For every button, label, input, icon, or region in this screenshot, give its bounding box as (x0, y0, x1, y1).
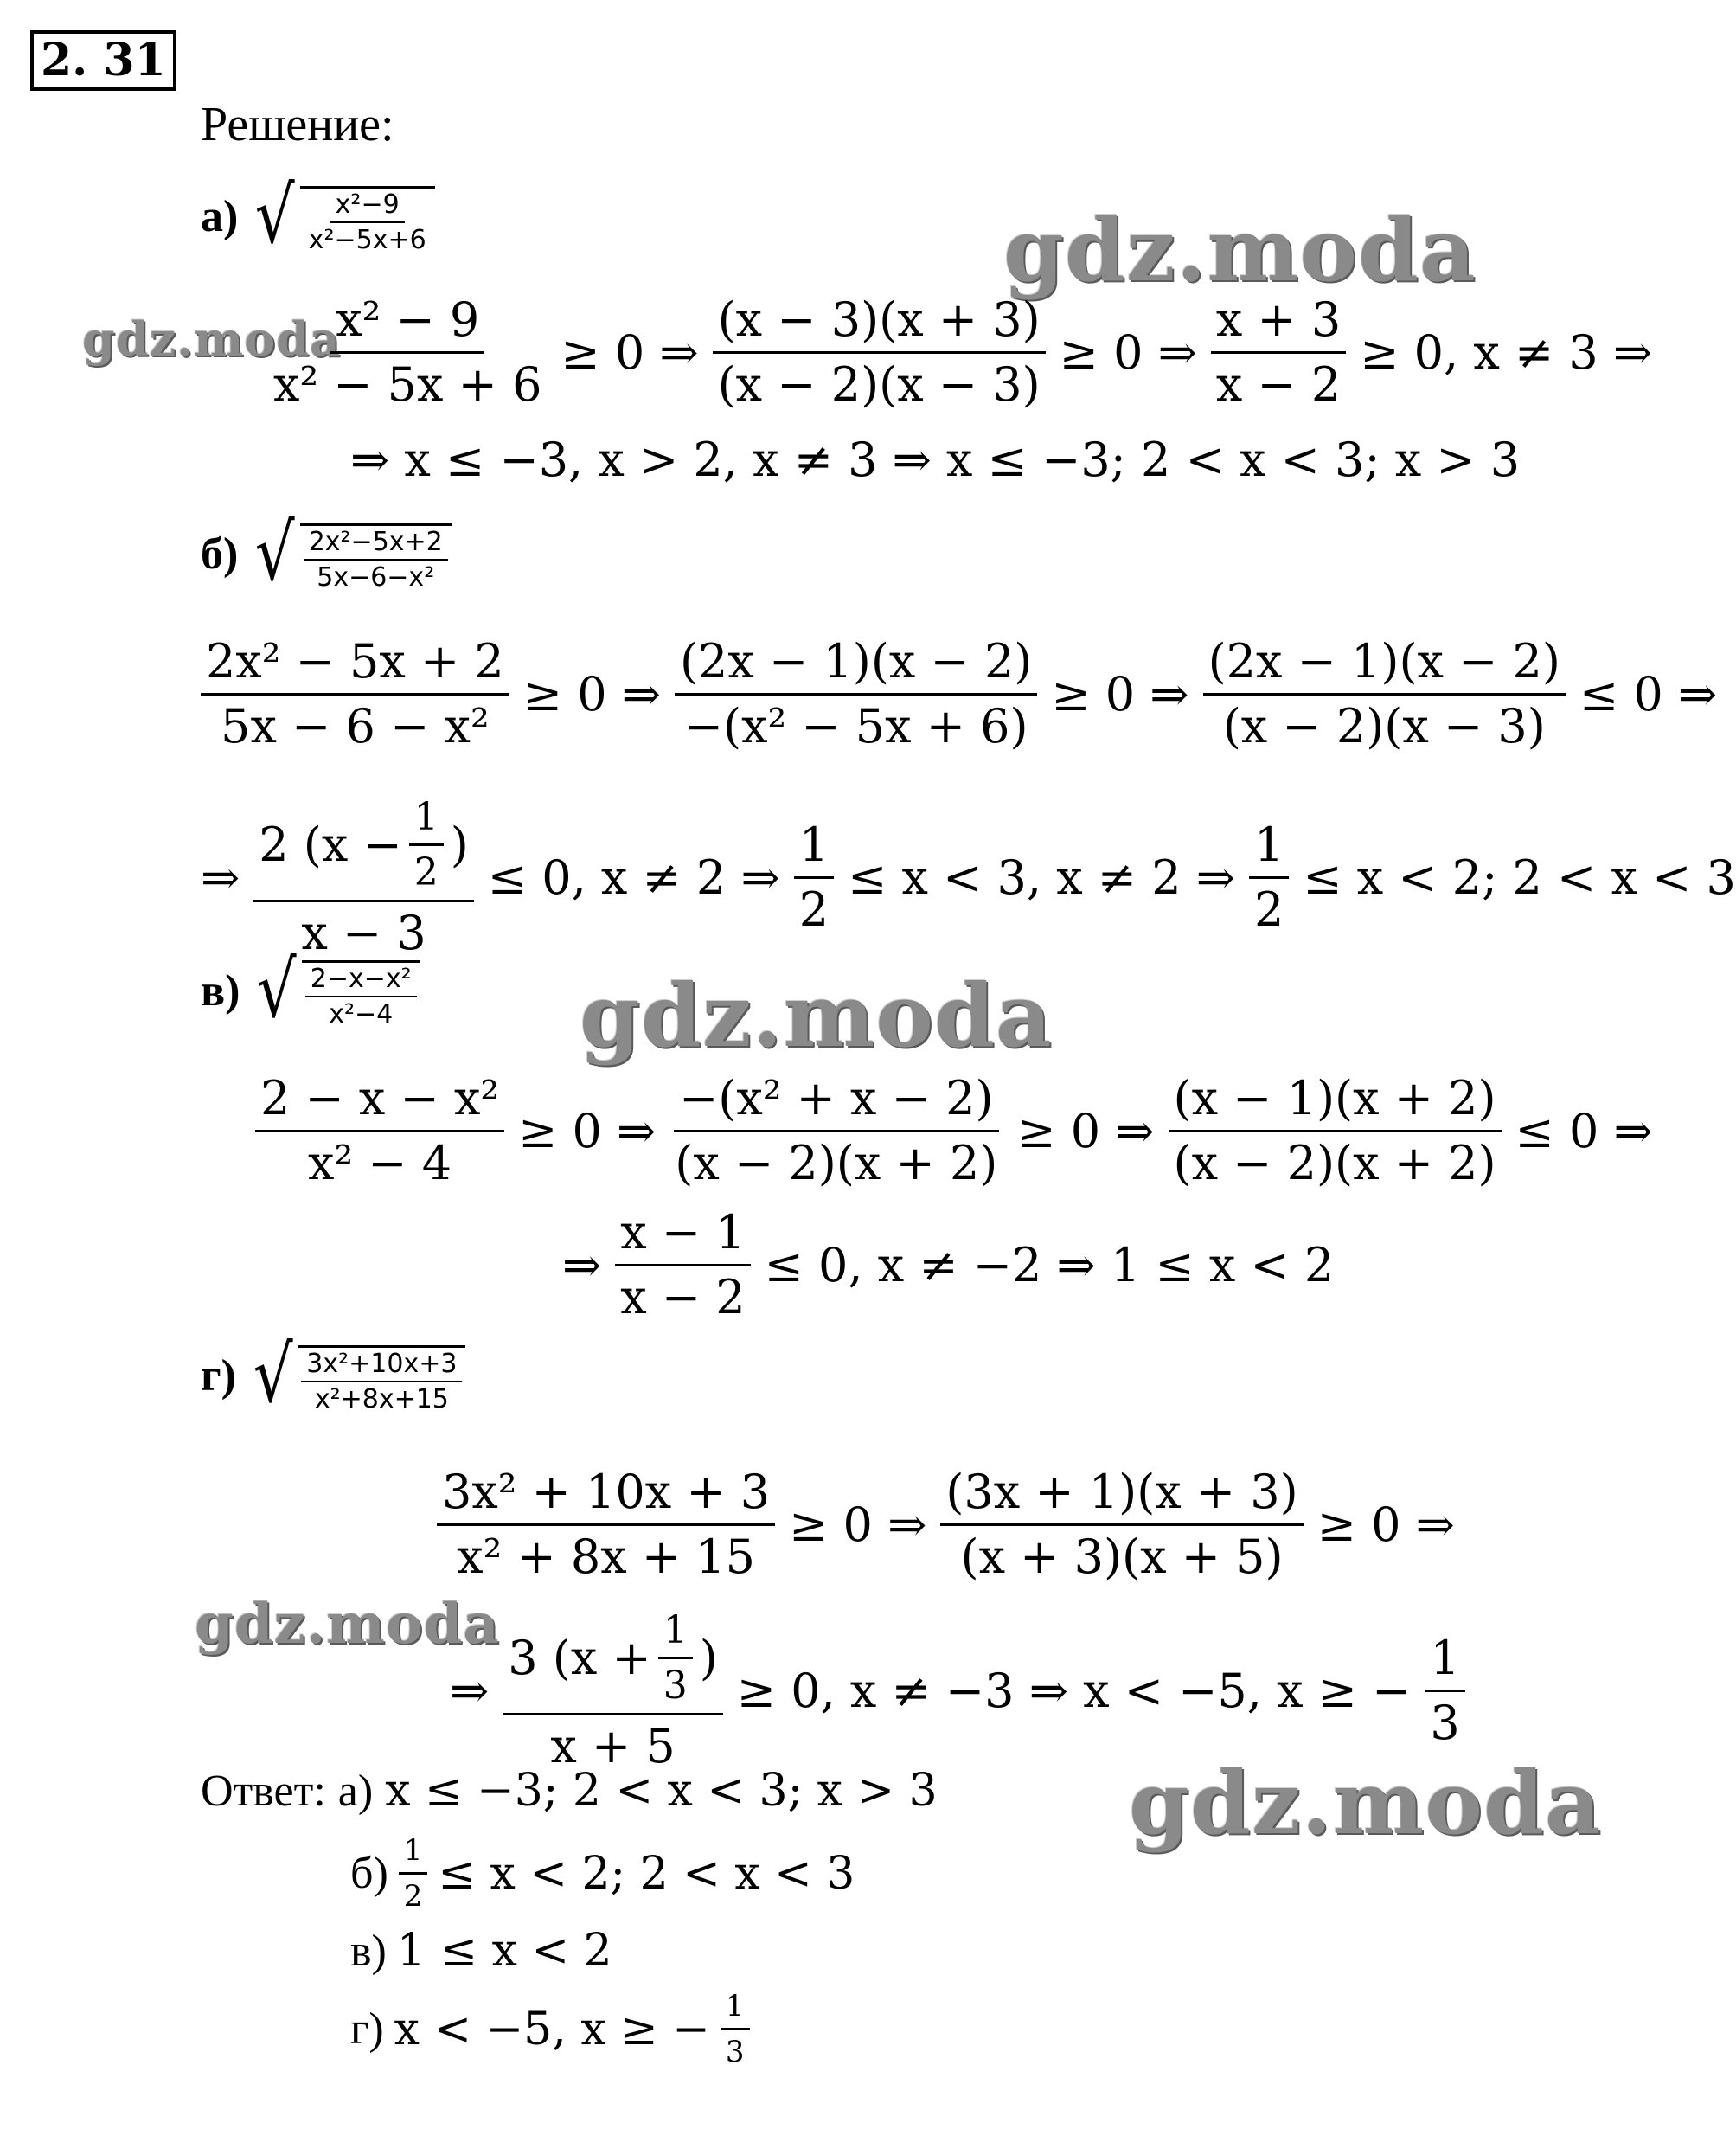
answer-a-row: Ответ: а) x ≤ −3; 2 < x < 3; x > 3 (201, 1765, 938, 1817)
answer-title: Ответ: (201, 1766, 326, 1816)
watermark-logo: gdz.moda (1129, 1752, 1602, 1854)
part-v-header (201, 945, 420, 1036)
part-v-line2: ⇒ $\frac{x - 1}{x - 2}$ ≤ 0, x ≠ −2 ⇒ 1 ≤ x < 2 (562, 1205, 1335, 1325)
part-b-label: б) (201, 529, 239, 579)
watermark-logo: gdz.moda (1003, 199, 1477, 301)
watermark-logo: gdz.moda (580, 965, 1053, 1067)
answer-v-row: в) 1 ≤ x < 2 (350, 1925, 612, 1977)
part-v-line1: $\frac{\text{2 − x − x²}}{\text{x² − 4}}$ ≥ 0 ⇒ $\frac{\text{−(x² + x − 2)}}{(x - 2)(x + 2)}$ ≥ 0 ⇒ $\frac{(x - 1)(x + 2)}{(x - 2)(x + 2)}$ ≤ 0 ⇒ (255, 1073, 1653, 1190)
part-b-header (201, 508, 452, 599)
part-a-line2: ⇒ x ≤ −3, x > 2, x ≠ 3 ⇒ x ≤ −3; 2 < x < 3; x > 3 (350, 433, 1521, 487)
part-g-line2: ⇒ 3 (x + $\frac{1}{3}$ ) x + 5 ≥ 0, x ≠ −3 ⇒ x < −5, x ≥ − $\frac{1}{3}$ (450, 1609, 1465, 1773)
problem-number: 2. 31 (30, 30, 176, 91)
part-g-header (201, 1330, 465, 1420)
sqrt-expression: √ $\frac{\text{x²−9}}{\text{x²−5x+6}}$ (250, 177, 434, 255)
part-g-label: г) (201, 1350, 236, 1401)
part-b-line1: $\frac{\text{2x² − 5x + 2}}{\text{5x − 6 − x²}}$ ≥ 0 ⇒ $\frac{(2x - 1)(x - 2)}{\text{−(x² − 5x + 6)}}$ ≥ 0 ⇒ $\frac{(2x - 1)(x - 2)}{(x - 2)(x - 3)}$ ≤ 0 ⇒ (201, 636, 1717, 753)
part-g-line1: $\frac{\text{3x² + 10x + 3}}{\text{x² + 8x + 15}}$ ≥ 0 ⇒ $\frac{(3x + 1)(x + 3)}{(x + 3)(x + 5)}$ ≥ 0 ⇒ (437, 1466, 1455, 1584)
watermark-logo: gdz.moda (195, 1592, 500, 1657)
answer-b-row: б) $\frac{1}{2}$ ≤ x < 2; 2 < x < 3 (350, 1833, 855, 1914)
sqrt-expression: √ $\frac{\text{3x²+10x+3}}{\text{x²+8x+15}}$ (248, 1337, 466, 1414)
part-b-line2: ⇒ 2 (x − $\frac{1}{2}$ ) x − 3 ≤ 0, x ≠ 2 ⇒ $\frac{1}{2}$ ≤ x < 3, x ≠ 2 ⇒ $\frac{1}{2}$ ≤ x < 2; 2 < x < 3 (201, 795, 1736, 960)
solution-heading: Решение: (201, 98, 394, 151)
watermark-logo: gdz.moda (82, 311, 341, 367)
part-a-label: а) (201, 191, 239, 241)
part-a-header (201, 170, 435, 261)
part-a-line1: $\frac{\text{x² − 9}}{\text{x² − 5x + 6}}$ ≥ 0 ⇒ $\frac{(x - 3)(x + 3)}{(x - 2)(x - 3)}$ ≥ 0 ⇒ $\frac{x + 3}{x - 2}$ ≥ 0, x ≠ 3 ⇒ (273, 292, 1653, 413)
part-v-label: в) (201, 965, 240, 1016)
answer-g-row: г) x < −5, x ≥ − $\frac{1}{3}$ (350, 1990, 750, 2068)
sqrt-expression: √ $\frac{\text{2x²−5x+2}}{\text{5x−6−x²}}$ (250, 515, 451, 593)
sqrt-expression: √ $\frac{\text{2−x−x²}}{\text{x²−4}}$ (252, 952, 420, 1029)
